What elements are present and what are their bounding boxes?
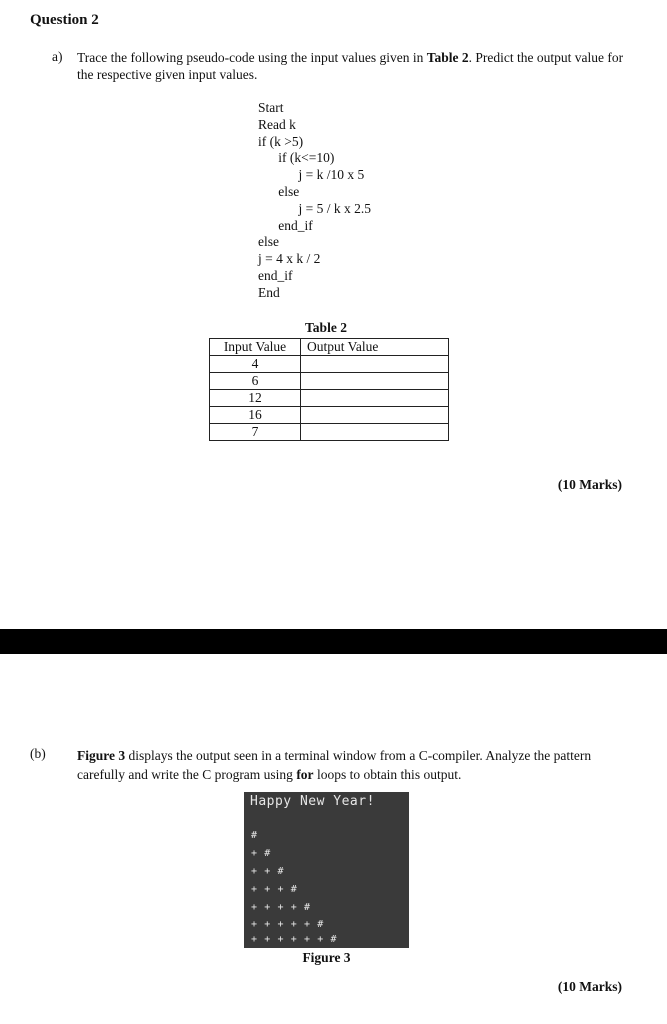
part-b-text-end: loops to obtain this output.	[313, 767, 462, 782]
code-line: j = 5 / k x 2.5	[258, 200, 371, 216]
output-cell	[301, 424, 449, 441]
input-output-table	[209, 338, 449, 441]
code-line: Start	[258, 100, 284, 115]
output-cell	[301, 373, 449, 390]
table-row	[210, 424, 449, 441]
terminal-header: Happy New Year!	[250, 794, 375, 809]
output-cell	[301, 390, 449, 407]
table-row	[210, 407, 449, 424]
code-line: End	[258, 284, 280, 300]
table-caption: Table 2	[305, 320, 347, 335]
part-a-marks: (10 Marks)	[557, 477, 622, 492]
for-keyword: for	[296, 767, 314, 782]
part-b-marks: (10 Marks)	[557, 979, 622, 994]
table-row	[210, 356, 449, 373]
terminal-line: + #	[251, 848, 271, 859]
header-input-value: Input Value	[210, 339, 301, 356]
table-row	[210, 390, 449, 407]
part-a-label: a)	[52, 49, 63, 64]
input-cell: 7	[210, 424, 301, 441]
terminal-line: + + + #	[251, 884, 298, 895]
code-line: else	[258, 183, 300, 199]
terminal-line: + + + + + #	[251, 919, 324, 930]
code-line: j = 4 x k / 2	[258, 251, 321, 267]
input-cell: 16	[210, 407, 301, 424]
table-2-reference: Table 2	[426, 50, 469, 65]
terminal-line: #	[251, 830, 258, 841]
terminal-window	[244, 792, 409, 948]
code-line: if (k >5)	[258, 133, 304, 149]
code-line: end_if	[258, 217, 313, 233]
figure-3-reference: Figure 3	[77, 748, 126, 763]
part-a-instructions	[77, 49, 637, 83]
question-title: Question 2	[30, 12, 99, 28]
output-cell	[301, 356, 449, 373]
code-line: if (k<=10)	[258, 150, 335, 166]
part-b-text-middle: displays the output seen in a terminal window from a C-compiler. Analyze the pattern carefully and write the C program using	[77, 748, 592, 782]
input-cell: 4	[210, 356, 301, 373]
input-cell: 12	[210, 390, 301, 407]
part-b-label: (b)	[30, 746, 46, 761]
code-line: end_if	[258, 267, 293, 283]
table-header-row	[210, 339, 449, 356]
part-a-text-start: Trace the following pseudo-code using the input values given in	[77, 50, 427, 65]
code-line: Read k	[258, 116, 296, 132]
output-cell	[301, 407, 449, 424]
code-line: j = k /10 x 5	[258, 167, 365, 183]
code-line: else	[258, 234, 279, 250]
part-b-instructions	[77, 746, 627, 784]
table-row	[210, 373, 449, 390]
terminal-line: + + + + #	[251, 902, 311, 913]
figure-caption: Figure 3	[302, 950, 351, 965]
pseudo-code-block	[258, 100, 371, 302]
input-cell: 6	[210, 373, 301, 390]
header-output-value: Output Value	[301, 339, 449, 356]
terminal-line: + + #	[251, 866, 285, 877]
part-a-text-end: . Predict the output value for the respective given input values.	[77, 50, 624, 82]
page-divider-bar	[0, 629, 667, 654]
terminal-line: + + + + + + #	[251, 934, 338, 945]
